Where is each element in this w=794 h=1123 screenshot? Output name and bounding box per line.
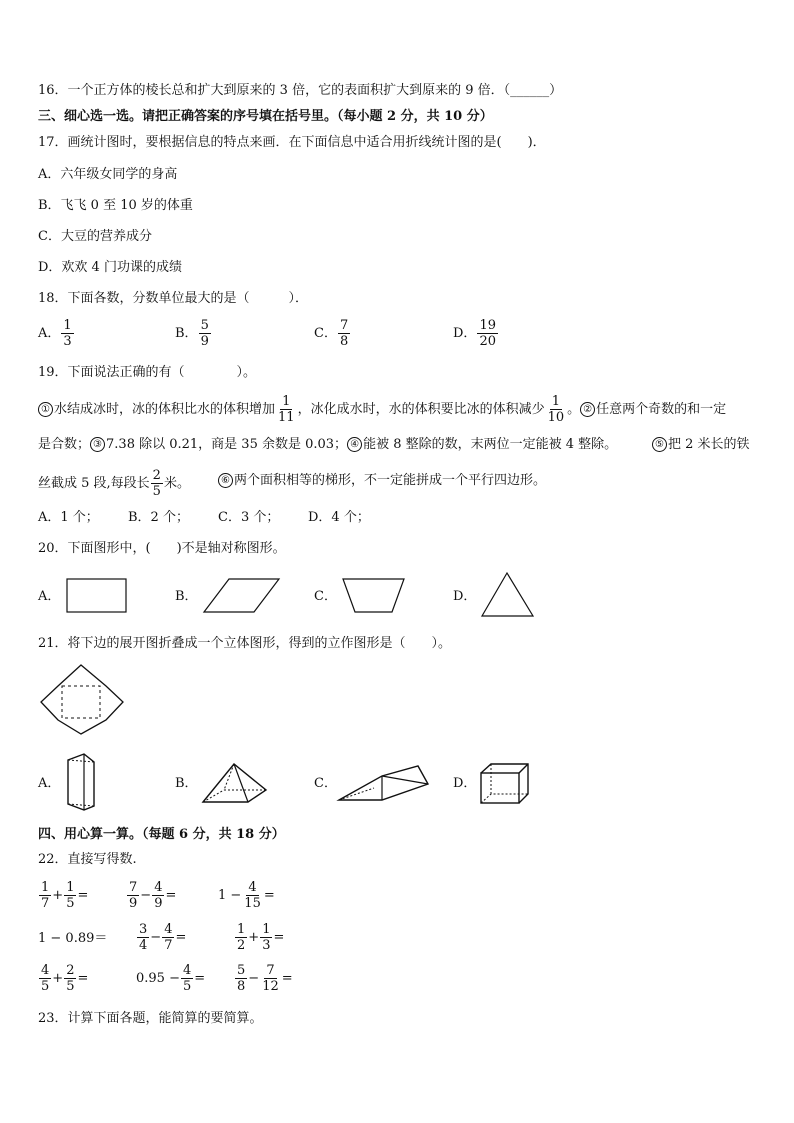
q22-expr-2: $\frac{7}{9}$ − $\frac{4}{9}$ = [129,880,177,911]
q20-label-c: C． [314,589,337,604]
q17-option-b: B．飞飞 0 至 10 岁的体重 [38,198,193,213]
q19-statement-5-start: ⑤ 把 2 米长的铁 [652,436,750,454]
q19-statement-line-2: 是合数； ③ 7.38 除以 0.21，商是 35 余数是 0.03； ④ 能被 8 整除的数，末两位一定能被 4 整除。 [38,437,618,452]
cube-figure [480,763,530,805]
net-figure [40,664,124,736]
q18-option-a: A． $\frac{1}{3}$ [38,318,72,349]
question-20-stem: 20．下面图形中，( )不是轴对称图形。 [38,541,286,556]
q19-option-d: D．4 个； [308,510,370,525]
triangle-figure [481,572,535,618]
q19-option-c: C．3 个； [218,510,280,525]
q21-label-a: A． [38,776,61,791]
q20-label-d: D． [453,589,477,604]
section-4-heading: 四、用心算一算。（每题 6 分，共 18 分） [38,827,285,842]
q19-statement-6: ⑥ 两个面积相等的梯形，不一定能拼成一个平行四边形。 [218,472,546,490]
q22-expr-9: $\frac{5}{8}$ − $\frac{7}{12}$ = [237,963,293,994]
q18-option-d: D． $\frac{19}{20}$ [453,318,496,349]
q22-expr-7: $\frac{4}{5}$ + $\frac{2}{5}$ = [41,963,89,994]
q22-expr-1: $\frac{1}{7}$ + $\frac{1}{5}$ = [41,880,89,911]
question-16: 16．一个正方体的棱长总和扩大到原来的 3 倍，它的表面积扩大到原来的 9 倍．（______） [38,83,563,98]
question-19-stem: 19．下面说法正确的有（ ）。 [38,365,257,380]
question-23: 23．计算下面各题，能简算的要简算。 [38,1011,263,1026]
parallelogram-figure [203,578,281,614]
q20-label-a: A． [38,589,61,604]
rectangle-figure [66,578,128,614]
triangular-prism-figure [64,752,104,812]
q19-option-a: A．1 个； [38,510,99,525]
q19-statement-line-3: 丝截成 5 段,每段长 $\frac{2}{5}$ 米。 [38,468,190,499]
q22-expr-5: $\frac{3}{4}$ − $\frac{4}{7}$ = [139,922,187,953]
q22-expr-3: 1 − $\frac{4}{15}$ = [218,880,275,911]
q22-expr-6: $\frac{1}{2}$ + $\frac{1}{3}$ = [237,922,285,953]
q21-label-d: D． [453,776,477,791]
q20-label-b: B． [175,589,198,604]
square-pyramid-figure [202,762,268,804]
q22-expr-8: 0.95 − $\frac{4}{5}$ = [136,963,206,994]
q19-option-b: B．2 个； [128,510,189,525]
q21-label-b: B． [175,776,198,791]
q18-option-b: B． $\frac{5}{9}$ [175,318,209,349]
q17-option-a: A．六年级女同学的身高 [38,167,178,182]
section-3-heading: 三、细心选一选。请把正确答案的序号填在括号里。（每小题 2 分，共 10 分） [38,109,493,124]
q19-statement-line-1: ① 水结成冰时，冰的体积比水的体积增加 $\frac{1}{11}$ ，冰化成水时，水的体积要比冰的体积减少 $\frac{1}{10}$ 。 ② 任意两个奇数的和一定 [38,394,726,425]
q22-expr-4: 1 − 0.89＝ [38,931,108,946]
q21-label-c: C． [314,776,337,791]
question-17-stem: 17．画统计图时，要根据信息的特点来画．在下面信息中适合用折线统计图的是( )． [38,135,546,150]
question-21-stem: 21．将下边的展开图折叠成一个立体图形，得到的立作图形是（ ）。 [38,636,452,651]
wedge-prism-figure [338,764,430,802]
q17-option-c: C．大豆的营养成分 [38,229,152,244]
question-18-stem: 18．下面各数，分数单位最大的是（ ）． [38,291,309,306]
q17-option-d: D．欢欢 4 门功课的成绩 [38,260,182,275]
q18-option-c: C． $\frac{7}{8}$ [314,318,349,349]
question-22-stem: 22．直接写得数. [38,852,137,867]
trapezoid-figure [342,578,406,614]
